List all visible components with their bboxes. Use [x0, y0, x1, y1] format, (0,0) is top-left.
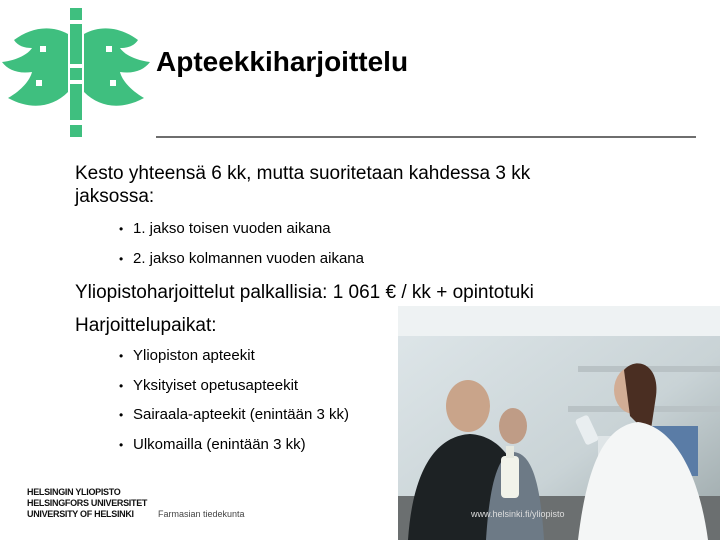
- place-bullet-text: Yksityiset opetusapteekit: [133, 377, 299, 394]
- university-wordmark: [27, 487, 147, 520]
- period-bullet-text: 1. jakso toisen vuoden aikana: [133, 220, 331, 237]
- footer-url[interactable]: www.helsinki.fi/yliopisto: [471, 509, 565, 519]
- intro-line-2: jaksossa:: [75, 186, 155, 207]
- place-bullet-2: [119, 377, 298, 394]
- faculty-name: Farmasian tiedekunta: [158, 509, 245, 519]
- place-bullet-1: [119, 347, 255, 364]
- title-divider: [156, 136, 696, 138]
- wordmark-line-fi: HELSINGIN YLIOPISTO: [27, 487, 121, 497]
- wordmark-line-en: UNIVERSITY OF HELSINKI: [27, 509, 134, 519]
- wordmark-line-sv: HELSINGFORS UNIVERSITET: [27, 498, 148, 508]
- place-bullet-text: Ulkomailla (enintään 3 kk): [133, 436, 306, 453]
- place-bullet-text: Sairaala-apteekit (enintään 3 kk): [133, 406, 349, 423]
- period-bullet-text: 2. jakso kolmannen vuoden aikana: [133, 250, 364, 267]
- intro-line-1: Kesto yhteensä 6 kk, mutta suoritetaan kahdessa 3 kk: [75, 163, 531, 184]
- place-bullet-3: [119, 406, 349, 423]
- intro-paragraph: [75, 162, 530, 208]
- university-flame-logo: [0, 0, 160, 150]
- bullet-icon: •: [119, 222, 124, 236]
- salary-text: Yliopistoharjoittelut palkallisia: 1 061 € / kk + opintotuki: [75, 282, 534, 303]
- bullet-icon: •: [119, 252, 124, 266]
- period-bullet-1: [119, 220, 331, 237]
- slide-title: Apteekkiharjoittelu: [156, 46, 409, 77]
- place-bullet-text: Yliopiston apteekit: [133, 347, 255, 364]
- period-bullet-2: [119, 250, 364, 267]
- bullet-icon: •: [119, 408, 124, 422]
- bullet-icon: •: [119, 379, 124, 393]
- bullet-icon: •: [119, 349, 124, 363]
- places-heading: Harjoittelupaikat:: [75, 315, 217, 336]
- pharmacy-lab-photo: [398, 306, 720, 540]
- bullet-icon: •: [119, 438, 124, 452]
- place-bullet-4: [119, 436, 306, 453]
